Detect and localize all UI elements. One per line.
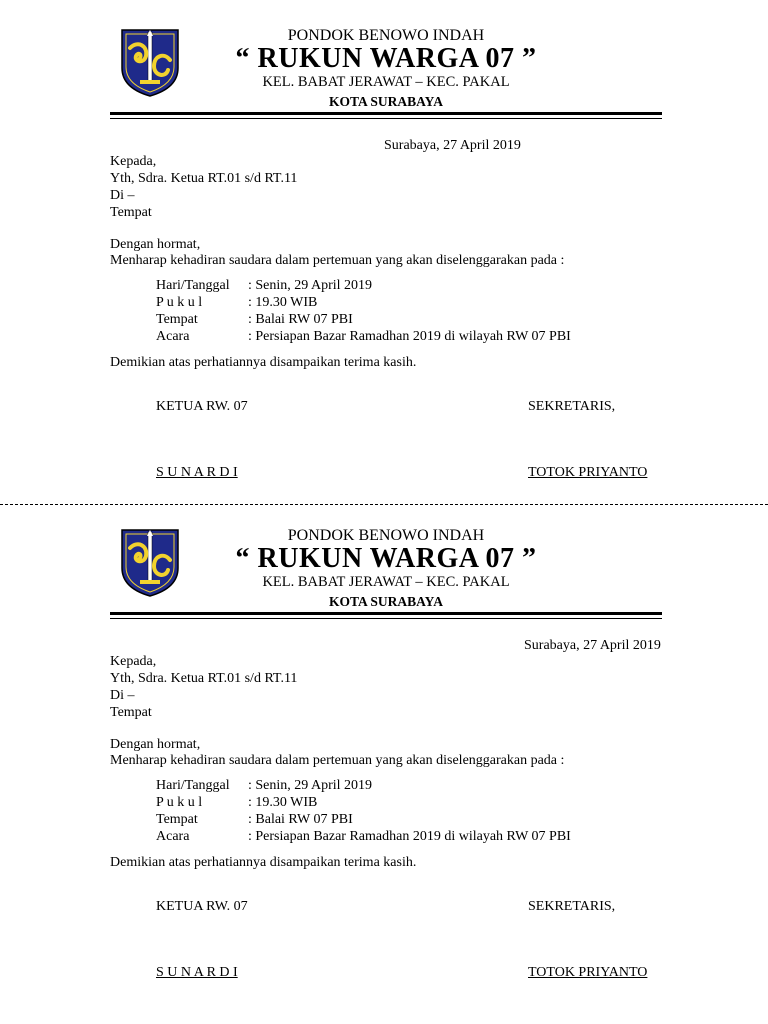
recipient-line: Di – [110, 188, 135, 203]
recipient-line: Kepada, [110, 654, 157, 669]
detail-value: : 19.30 WIB [248, 795, 318, 810]
kelurahan-line: KEL. BABAT JERAWAT – KEC. PAKAL [262, 74, 510, 90]
header-rule-thick [110, 612, 662, 615]
detail-label: Hari/Tanggal [156, 278, 230, 293]
detail-label: Hari/Tanggal [156, 778, 230, 793]
letter-copy-2 [0, 500, 768, 1000]
recipient-line: Di – [110, 688, 135, 703]
detail-value: : Persiapan Bazar Ramadhan 2019 di wilayah RW 07 PBI [248, 829, 571, 844]
signature-title-right: SEKRETARIS, [528, 399, 616, 414]
detail-label: P u k u l [156, 295, 203, 310]
signature-title-left: KETUA RW. 07 [156, 399, 248, 414]
intro-paragraph: Menharap kehadiran saudara dalam pertemuan yang akan diselenggarakan pada : [110, 753, 565, 768]
city-line: KOTA SURABAYA [329, 594, 443, 609]
detail-value: : Balai RW 07 PBI [248, 812, 353, 827]
letter-date: Surabaya, 27 April 2019 [524, 638, 661, 653]
recipient-line: Tempat [110, 205, 152, 220]
letter-date: Surabaya, 27 April 2019 [384, 138, 521, 153]
header-rule-thin [110, 618, 662, 619]
letter-title: “ RUKUN WARGA 07 ” [235, 543, 537, 574]
closing-paragraph: Demikian atas perhatiannya disampaikan terima kasih. [110, 855, 417, 870]
detail-label: Tempat [156, 312, 198, 327]
org-name: PONDOK BENOWO INDAH [287, 27, 485, 44]
detail-label: P u k u l [156, 795, 203, 810]
detail-value: : Persiapan Bazar Ramadhan 2019 di wilayah RW 07 PBI [248, 329, 571, 344]
recipient-line: Yth, Sdra. Ketua RT.01 s/d RT.11 [110, 671, 298, 686]
header-rule-thick [110, 112, 662, 115]
letter-title: “ RUKUN WARGA 07 ” [235, 43, 537, 74]
recipient-line: Tempat [110, 705, 152, 720]
signature-name-right: TOTOK PRIYANTO [528, 965, 648, 980]
header-rule-thin [110, 118, 662, 119]
kelurahan-line: KEL. BABAT JERAWAT – KEC. PAKAL [262, 574, 510, 590]
recipient-line: Yth, Sdra. Ketua RT.01 s/d RT.11 [110, 171, 298, 186]
signature-title-right: SEKRETARIS, [528, 899, 616, 914]
closing-paragraph: Demikian atas perhatiannya disampaikan terima kasih. [110, 355, 417, 370]
detail-label: Acara [156, 329, 190, 344]
detail-label: Tempat [156, 812, 198, 827]
detail-value: : Senin, 29 April 2019 [248, 278, 373, 293]
intro-paragraph: Menharap kehadiran saudara dalam pertemuan yang akan diselenggarakan pada : [110, 253, 565, 268]
detail-value: : Balai RW 07 PBI [248, 312, 353, 327]
greeting: Dengan hormat, [110, 237, 201, 252]
detail-value: : Senin, 29 April 2019 [248, 778, 373, 793]
detail-value: : 19.30 WIB [248, 295, 318, 310]
signature-name-left: S U N A R D I [156, 465, 238, 480]
org-name: PONDOK BENOWO INDAH [287, 527, 485, 544]
signature-name-right: TOTOK PRIYANTO [528, 465, 648, 480]
detail-label: Acara [156, 829, 190, 844]
city-line: KOTA SURABAYA [329, 94, 443, 109]
letter-copy-1 [0, 0, 768, 500]
signature-title-left: KETUA RW. 07 [156, 899, 248, 914]
signature-name-left: S U N A R D I [156, 965, 238, 980]
greeting: Dengan hormat, [110, 737, 201, 752]
recipient-line: Kepada, [110, 154, 157, 169]
